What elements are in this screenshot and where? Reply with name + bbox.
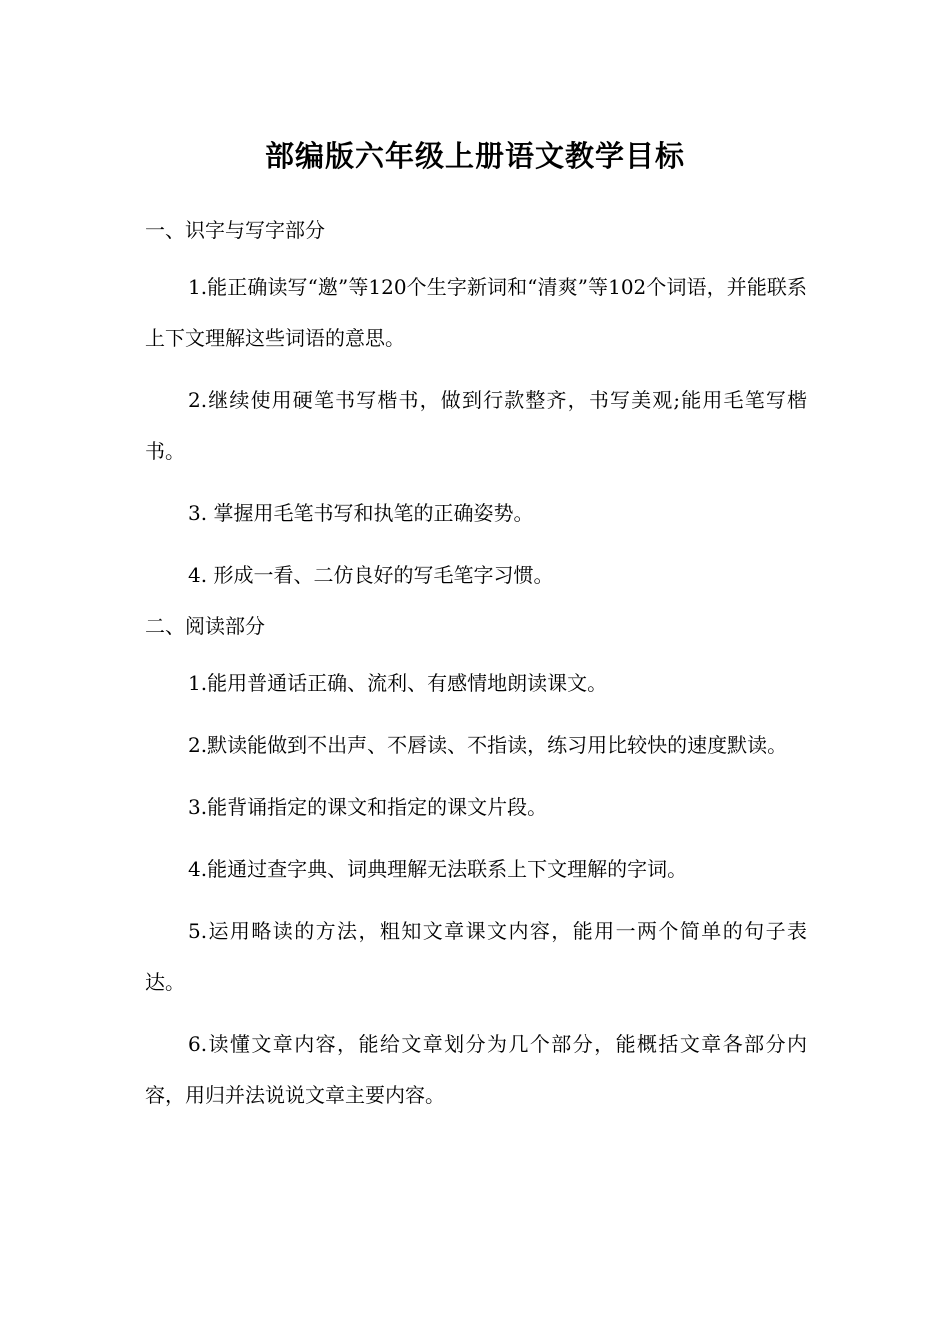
literacy-item-1: 1.能正确读写“邀”等120个生字新词和“清爽”等102个词语，并能联系上下文理解这些词语的意思。 bbox=[145, 275, 807, 350]
literacy-item-2: 2.继续使用硬笔书写楷书，做到行款整齐，书写美观;能用毛笔写楷书。 bbox=[145, 388, 807, 463]
document-title: 部编版六年级上册语文教学目标 bbox=[264, 139, 685, 173]
reading-item-5: 5.运用略读的方法，粗知文章课文内容，能用一两个简单的句子表达。 bbox=[145, 919, 807, 994]
reading-item-3: 3.能背诵指定的课文和指定的课文片段。 bbox=[188, 795, 548, 819]
literacy-item-4: 4. 形成一看、二仿良好的写毛笔字习惯。 bbox=[188, 563, 554, 587]
reading-item-4: 4.能通过查字典、词典理解无法联系上下文理解的字词。 bbox=[188, 857, 688, 881]
reading-item-2: 2.默读能做到不出声、不唇读、不指读，练习用比较快的速度默读。 bbox=[188, 733, 788, 757]
section-heading-reading: 二、阅读部分 bbox=[145, 614, 265, 638]
literacy-item-3: 3. 掌握用毛笔书写和执笔的正确姿势。 bbox=[188, 501, 534, 525]
document-body bbox=[145, 216, 807, 1121]
reading-item-1: 1.能用普通话正确、流利、有感情地朗读课文。 bbox=[188, 671, 608, 695]
section-heading-literacy: 一、识字与写字部分 bbox=[145, 218, 325, 242]
reading-item-6: 6.读懂文章内容，能给文章划分为几个部分，能概括文章各部分内容，用归并法说说文章主要内容。 bbox=[145, 1032, 807, 1107]
